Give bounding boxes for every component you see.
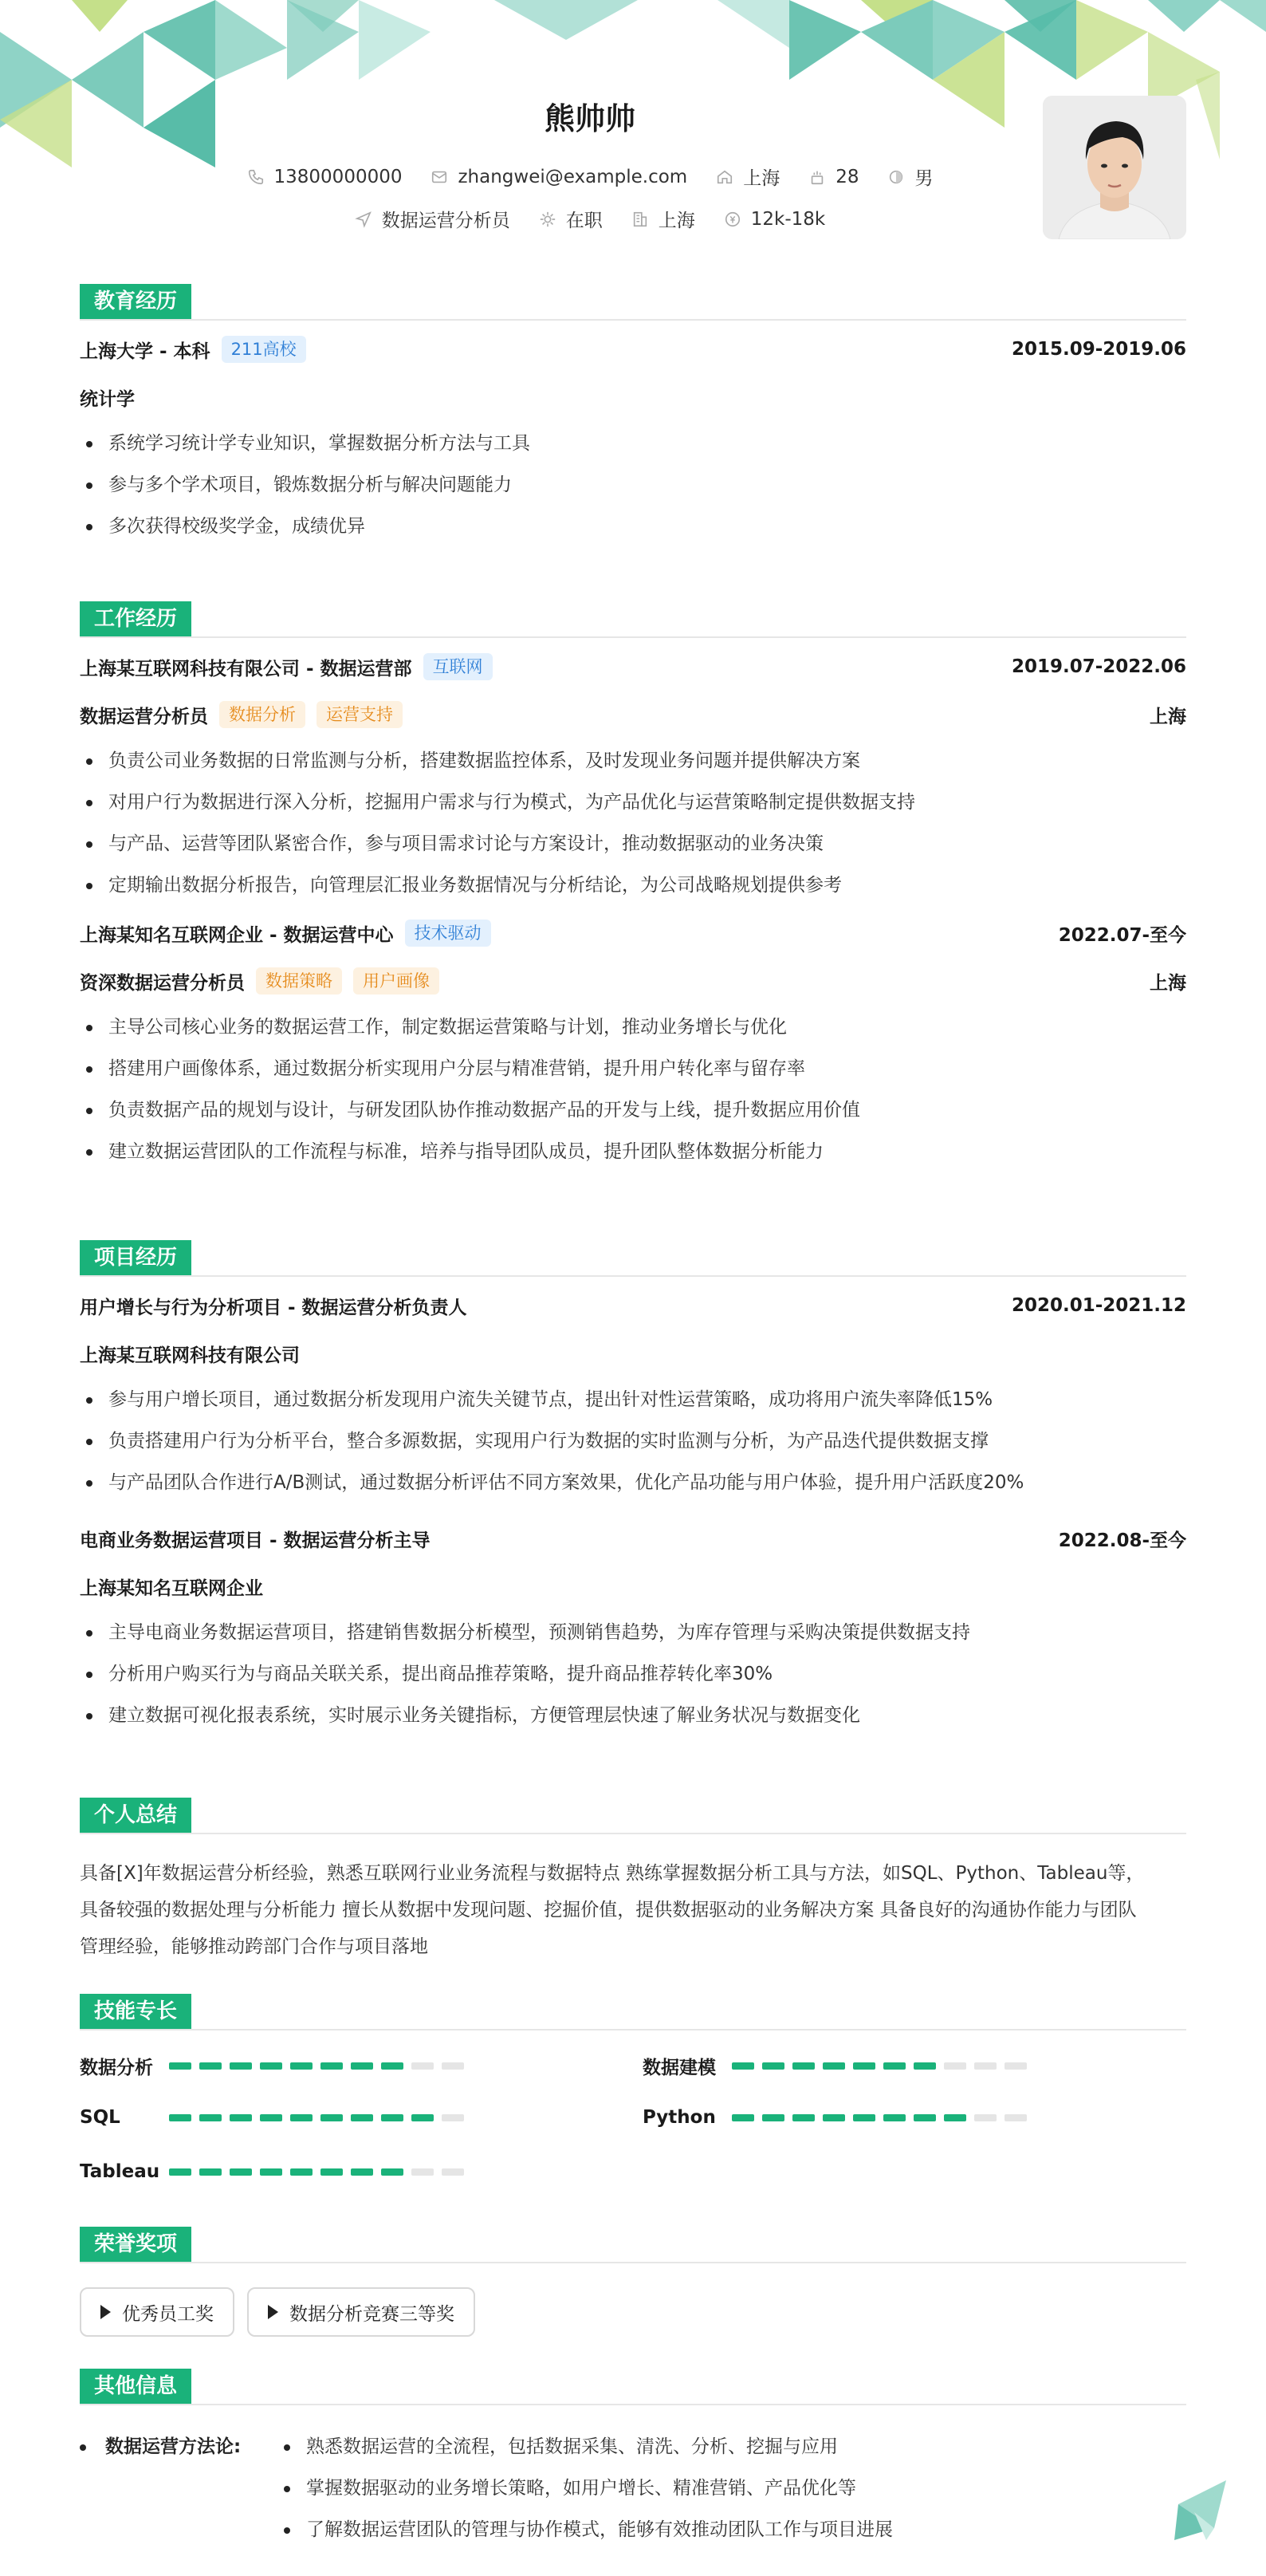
skill-segment-filled <box>351 2168 373 2176</box>
skills-grid <box>80 2053 1186 2236</box>
skill-segment-filled <box>290 2168 313 2176</box>
skill-segment-filled <box>883 2062 906 2070</box>
education-date: 2015.09-2019.06 <box>1011 339 1186 360</box>
skill-name: 数据分析 <box>80 2058 153 2078</box>
position-icon <box>355 211 372 228</box>
list-item: 建立数据可视化报表系统，实时展示业务关键指标，方便管理层快速了解业务状况与数据变化 <box>108 1695 1186 1736</box>
skill-segment-filled <box>169 2114 191 2121</box>
salary-icon <box>724 211 741 228</box>
list-item: 多次获得校级奖学金，成绩优异 <box>108 506 1186 547</box>
skill-segment-filled <box>944 2114 966 2121</box>
project-date: 2022.08-至今 <box>1058 1530 1186 1551</box>
section-title: 其他信息 <box>80 2369 191 2404</box>
job-date: 2019.07-2022.06 <box>1011 656 1186 677</box>
skill-segment-empty <box>974 2114 997 2121</box>
skill-segment-filled <box>381 2062 403 2070</box>
section-title: 个人总结 <box>80 1798 191 1833</box>
skill-segment-filled <box>853 2062 875 2070</box>
education-school-line <box>80 333 1186 365</box>
list-item: 负责公司业务数据的日常监测与分析，搭建数据监控体系，及时发现业务问题并提供解决方案 <box>108 740 1186 782</box>
skill-level-bar <box>732 2114 1027 2121</box>
other-bullets <box>281 2426 893 2550</box>
skill-name: Tableau <box>80 2161 160 2182</box>
skill-segment-empty <box>442 2062 464 2070</box>
status-text: 在职 <box>565 211 603 231</box>
list-item: 系统学习统计学专业知识，掌握数据分析方法与工具 <box>108 423 1186 464</box>
skill-segment-filled <box>169 2062 191 2070</box>
summary-text <box>80 1855 1186 1965</box>
skill-segment-empty <box>442 2168 464 2176</box>
skills-header <box>80 1994 1186 2030</box>
list-item: 对用户行为数据进行深入分析，挖掘用户需求与行为模式，为产品优化与运营策略制定提供数据支持 <box>108 782 1186 823</box>
list-item: 参与多个学术项目，锻炼数据分析与解决问题能力 <box>108 464 1186 506</box>
role-tag: 数据分析 <box>219 701 305 728</box>
skill-segment-empty <box>1005 2062 1027 2070</box>
summary-section <box>80 1798 1186 1965</box>
list-item: 分析用户购买行为与商品关联关系，提出商品推荐策略，提升商品推荐转化率30% <box>108 1653 1186 1695</box>
list-item: 定期输出数据分析报告，向管理层汇报业务数据情况与分析结论，为公司战略规划提供参考 <box>108 865 1186 906</box>
section-title: 技能专长 <box>80 1994 191 2029</box>
skill-name: Python <box>643 2107 716 2128</box>
job-date: 2022.07-至今 <box>1058 924 1186 946</box>
skill-segment-filled <box>260 2062 282 2070</box>
skill-segment-filled <box>853 2114 875 2121</box>
job-role-line <box>80 965 1186 997</box>
job-intent-row <box>0 206 1180 232</box>
skill-segment-filled <box>732 2062 754 2070</box>
skill-segment-filled <box>792 2114 815 2121</box>
skill-segment-filled <box>792 2062 815 2070</box>
list-item: 搭建用户画像体系，通过数据分析实现用户分层与精准营销，提升用户转化率与留存率 <box>108 1048 1186 1089</box>
major-name: 统计学 <box>80 388 135 410</box>
skill-segment-filled <box>230 2062 252 2070</box>
skill-segment-empty <box>411 2168 434 2176</box>
job-bullets <box>80 740 1186 906</box>
city-item <box>716 163 780 190</box>
project-bullets <box>80 1612 1186 1736</box>
list-item: 主导公司核心业务的数据运营工作，制定数据运营策略与计划，推动业务增长与优化 <box>108 1006 1186 1048</box>
project-name: 用户增长与行为分析项目 - 数据运营分析负责人 <box>80 1297 467 1318</box>
company-name: 上海某知名互联网企业 - 数据运营中心 <box>80 924 394 946</box>
summary-line: 管理经验，能够推动跨部门合作与项目落地 <box>80 1936 428 1957</box>
projects-header <box>80 1240 1186 1277</box>
job-company-line <box>80 651 1186 683</box>
phone-item <box>247 163 403 190</box>
job-role-line <box>80 699 1186 731</box>
skill-name: 数据建模 <box>643 2058 716 2078</box>
expected-city-text: 上海 <box>658 211 695 231</box>
work-section <box>80 601 1186 1172</box>
list-item: 参与用户增长项目，通过数据分析发现用户流失关键节点，提出针对性运营策略，成功将用户流失率降低15% <box>108 1379 1186 1420</box>
gender-icon <box>887 168 905 186</box>
salary-item <box>724 206 825 232</box>
city-text: 上海 <box>743 168 780 189</box>
portrait-image <box>1043 96 1186 239</box>
summary-line: 具备[X]年数据运营分析经验，熟悉互联网行业业务流程与数据特点 熟练掌握数据分析工具与方法，如SQL、Python、Tableau等， <box>80 1863 1145 1884</box>
skill-segment-empty <box>944 2062 966 2070</box>
section-title: 荣誉奖项 <box>80 2227 191 2262</box>
skill-segment-empty <box>974 2062 997 2070</box>
skill-segment-filled <box>762 2114 784 2121</box>
skill-item <box>80 2107 464 2128</box>
skill-segment-filled <box>914 2114 936 2121</box>
email-item <box>431 163 687 190</box>
other-header <box>80 2369 1186 2405</box>
skill-segment-filled <box>351 2062 373 2070</box>
education-section <box>80 284 1186 547</box>
project-title-line <box>80 1522 1186 1554</box>
email-text: zhangwei@example.com <box>458 166 688 187</box>
skill-segment-filled <box>320 2062 343 2070</box>
awards-list <box>80 2287 1186 2337</box>
skill-segment-filled <box>290 2062 313 2070</box>
skill-segment-filled <box>260 2168 282 2176</box>
project-date: 2020.01-2021.12 <box>1011 1295 1186 1316</box>
job-location: 上海 <box>1150 706 1186 727</box>
job-bullets <box>80 1006 1186 1172</box>
skill-item <box>643 2053 1027 2079</box>
building-icon <box>631 211 649 228</box>
skill-segment-filled <box>260 2114 282 2121</box>
project-bullets <box>80 1379 1186 1503</box>
awards-header <box>80 2227 1186 2263</box>
status-icon <box>539 211 556 228</box>
awards-section <box>80 2227 1186 2337</box>
skill-segment-filled <box>199 2168 222 2176</box>
skill-segment-filled <box>230 2114 252 2121</box>
award-label: 优秀员工奖 <box>122 2303 214 2325</box>
role-tag: 用户画像 <box>353 967 439 995</box>
skill-segment-filled <box>320 2114 343 2121</box>
skill-segment-filled <box>169 2168 191 2176</box>
skill-segment-filled <box>199 2062 222 2070</box>
expected-city-item <box>631 206 695 232</box>
skill-level-bar <box>169 2062 464 2070</box>
skill-segment-filled <box>914 2062 936 2070</box>
phone-icon <box>247 168 265 186</box>
section-title: 工作经历 <box>80 601 191 636</box>
skill-segment-filled <box>320 2168 343 2176</box>
list-item: 掌握数据驱动的业务增长策略，如用户增长、精准营销、产品优化等 <box>306 2468 893 2509</box>
other-content <box>80 2426 1186 2550</box>
skill-segment-filled <box>199 2114 222 2121</box>
work-header <box>80 601 1186 638</box>
award-item <box>247 2287 475 2337</box>
list-item: 主导电商业务数据运营项目，搭建销售数据分析模型，预测销售趋势，为库存管理与采购决策提供数据支持 <box>108 1612 1186 1653</box>
education-bullets <box>80 423 1186 547</box>
skill-segment-filled <box>381 2168 403 2176</box>
play-icon <box>100 2305 111 2319</box>
contact-info-row <box>0 163 1180 190</box>
avatar <box>1043 96 1186 239</box>
summary-line: 具备较强的数据处理与分析能力 擅长从数据中发现问题、挖掘价值，提供数据驱动的业务解决方案 具备良好的沟通协作能力与团队 <box>80 1900 1137 1920</box>
skill-item <box>643 2107 1027 2128</box>
projects-section <box>80 1240 1186 1736</box>
list-item: 建立数据运营团队的工作流程与标准，培养与指导团队成员，提升团队整体数据分析能力 <box>108 1131 1186 1172</box>
other-section <box>80 2369 1186 2550</box>
role-name: 资深数据运营分析员 <box>80 972 245 994</box>
candidate-name: 熊帅帅 <box>544 101 635 136</box>
list-item: 负责数据产品的规划与设计，与研发团队协作推动数据产品的开发与上线，提升数据应用价值 <box>108 1089 1186 1131</box>
skill-segment-filled <box>230 2168 252 2176</box>
list-item: 负责搭建用户行为分析平台，整合多源数据，实现用户行为数据的实时监测与分析，为产品迭代提供数据支撑 <box>108 1420 1186 1462</box>
section-title: 项目经历 <box>80 1240 191 1275</box>
skill-segment-filled <box>823 2114 845 2121</box>
list-item: 了解数据运营团队的管理与协作模式，能够有效推动团队工作与项目进展 <box>306 2509 893 2550</box>
salary-text: 12k-18k <box>750 208 826 230</box>
skill-segment-empty <box>1005 2114 1027 2121</box>
skill-segment-filled <box>411 2114 434 2121</box>
school-tag: 211高校 <box>222 336 306 363</box>
company-tag: 互联网 <box>423 653 493 680</box>
list-item: 熟悉数据运营的全流程，包括数据采集、清洗、分析、挖掘与应用 <box>306 2426 893 2468</box>
position-item <box>355 206 510 232</box>
section-title: 教育经历 <box>80 284 191 319</box>
skill-item <box>80 2053 464 2079</box>
job-location: 上海 <box>1150 972 1186 994</box>
skill-item <box>80 2161 464 2182</box>
job-company-line <box>80 917 1186 949</box>
skill-segment-filled <box>732 2114 754 2121</box>
skill-segment-empty <box>411 2062 434 2070</box>
award-label: 数据分析竞赛三等奖 <box>289 2303 454 2325</box>
list-item: 与产品、运营等团队紧密合作，参与项目需求讨论与方案设计，推动数据驱动的业务决策 <box>108 823 1186 865</box>
skill-level-bar <box>169 2168 464 2176</box>
company-tag: 技术驱动 <box>405 920 491 947</box>
play-icon <box>268 2305 278 2319</box>
skill-segment-empty <box>442 2114 464 2121</box>
skill-level-bar <box>169 2114 464 2121</box>
role-tag: 运营支持 <box>316 701 403 728</box>
gender-text: 男 <box>914 168 934 189</box>
skill-segment-filled <box>290 2114 313 2121</box>
skill-name: SQL <box>80 2107 120 2128</box>
project-title-line <box>80 1290 1186 1321</box>
email-icon <box>431 168 448 186</box>
role-tag: 数据策略 <box>256 967 342 995</box>
age-item <box>808 163 859 190</box>
gender-item <box>887 163 933 190</box>
company-name: 上海某互联网科技有限公司 - 数据运营部 <box>80 658 412 679</box>
other-label: 数据运营方法论: <box>80 2426 281 2550</box>
age-icon <box>808 168 826 186</box>
skill-segment-filled <box>883 2114 906 2121</box>
summary-header <box>80 1798 1186 1834</box>
skill-segment-filled <box>762 2062 784 2070</box>
corner-decoration <box>1170 2480 1234 2544</box>
skill-segment-filled <box>381 2114 403 2121</box>
major-line <box>80 381 1186 413</box>
project-org: 上海某互联网科技有限公司 <box>80 1345 300 1366</box>
position-text: 数据运营分析员 <box>381 211 510 231</box>
school-name: 上海大学 - 本科 <box>80 341 210 362</box>
education-header <box>80 284 1186 321</box>
project-org: 上海某知名互联网企业 <box>80 1578 263 1599</box>
role-name: 数据运营分析员 <box>80 706 208 727</box>
phone-text: 13800000000 <box>273 166 403 187</box>
home-icon <box>716 168 733 186</box>
skills-section <box>80 1994 1186 2236</box>
project-name: 电商业务数据运营项目 - 数据运营分析主导 <box>80 1530 431 1551</box>
skill-level-bar <box>732 2062 1027 2070</box>
project-org-line <box>80 1337 1186 1369</box>
project-org-line <box>80 1570 1186 1602</box>
age-text: 28 <box>835 166 859 187</box>
skill-segment-filled <box>351 2114 373 2121</box>
status-item <box>539 206 603 232</box>
award-item <box>80 2287 234 2337</box>
skill-segment-filled <box>823 2062 845 2070</box>
list-item: 与产品团队合作进行A/B测试，通过数据分析评估不同方案效果，优化产品功能与用户体验，提升用户活跃度20% <box>108 1462 1186 1503</box>
